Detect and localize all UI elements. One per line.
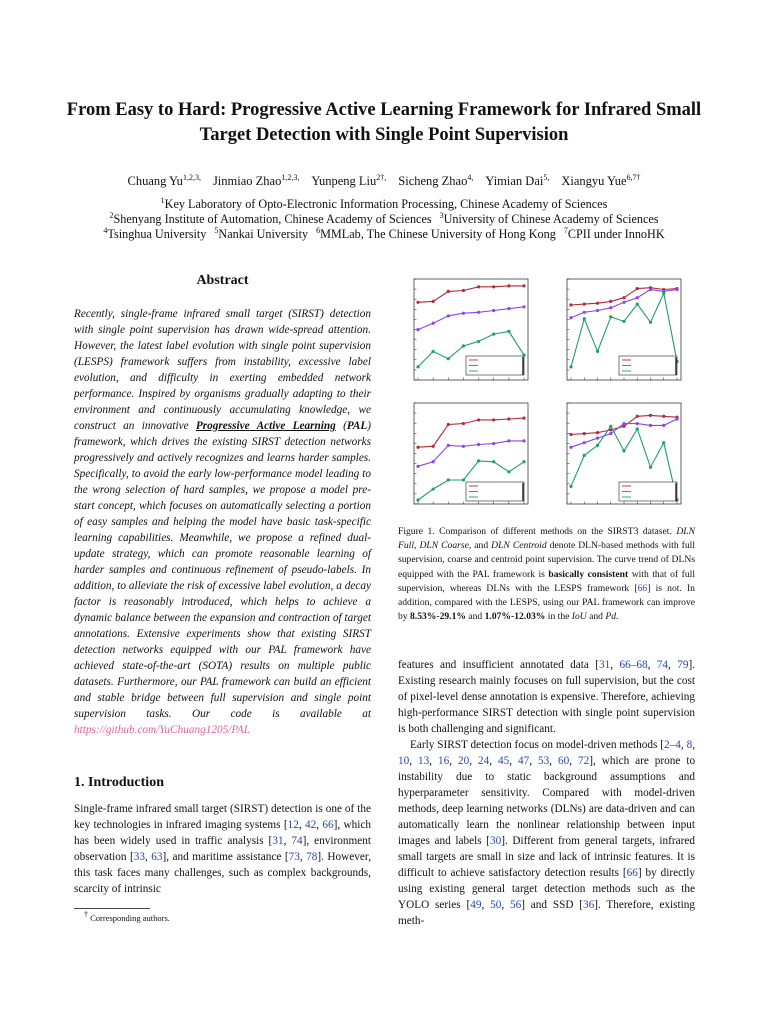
- citation-link[interactable]: 66: [322, 819, 334, 831]
- data-point: [596, 302, 599, 305]
- title-line-1: From Easy to Hard: Progressive Active Learning Framework for Infrared Small: [66, 100, 702, 120]
- data-point: [622, 296, 625, 299]
- citation-link[interactable]: 66–68: [619, 659, 648, 671]
- code-link[interactable]: https://github.com/YuChuang1205/PAL: [74, 724, 250, 736]
- citation-link[interactable]: 20: [458, 755, 470, 767]
- data-point: [462, 344, 465, 347]
- citation-link[interactable]: 49: [470, 899, 482, 911]
- data-point: [447, 478, 450, 481]
- data-point: [522, 417, 525, 420]
- data-point: [462, 478, 465, 481]
- citation-link[interactable]: 63: [151, 851, 163, 863]
- data-point: [609, 306, 612, 309]
- abstract-body: Recently, single-frame infrared small target (SIRST) detection with single point supervision has drawn wide-spread attention. However, the latest label evolution with single point supervision (LESPS) framework suffers from instability, excessive label evolution, and difficulty in exerting embedded network performance. Inspired by organisms gradually adapting to their environment and continuously accumulating knowledge, we construct an innovative Progressive Active Learning (PAL) framework, which drives the existing SIRST detection networks progressively and actively recognizes and learns harder samples. Specifically, to avoid the early low-performance model leading to the wrong selection of hard samples, we propose a model pre-start concept, which focuses on automatically selecting a portion of easy samples and helping the model have basic task-specific learning capabilities. Meanwhile, we propose a refined dual-update strategy, which can promote reasonable learning of harder samples and continuous refinement of pseudo-labels. In addition, to alleviate the risk of excessive label evolution, a decay factor is reasonably introduced, which helps to achieve a dynamic balance between the expansion and contraction of target annotations. Extensive experiments show that existing SIRST detection networks equipped with our PAL framework have achieved state-of-the-art (SOTA) results on multiple public datasets. Furthermore, our PAL framework can build an efficient and stable bridge between full supervision and single point supervision tasks. Our code is available at https://github.com/YuChuang1205/PAL: [74, 308, 371, 736]
- citation-link[interactable]: 56: [509, 899, 522, 911]
- citation-link[interactable]: 72: [578, 755, 590, 767]
- data-point: [636, 427, 639, 430]
- affiliation: $^6$MMLab, The Chinese University of Hong Kong: [316, 226, 556, 242]
- data-point: [492, 418, 495, 421]
- data-point: [675, 417, 678, 420]
- data-point: [462, 289, 465, 292]
- citation-link[interactable]: 53: [538, 755, 550, 767]
- data-point: [492, 460, 495, 463]
- author-affiliation-mark: 5,: [543, 173, 550, 182]
- data-point: [636, 415, 639, 418]
- data-point: [569, 365, 572, 368]
- affiliation-line-3: [40, 226, 728, 242]
- citation-link[interactable]: 13: [418, 755, 430, 767]
- data-point: [649, 424, 652, 427]
- data-point: [636, 422, 639, 425]
- data-point: [477, 443, 480, 446]
- affiliation: $^1$Key Laboratory of Opto-Electronic Information Processing, Chinese Academy of Sciences: [160, 196, 608, 212]
- data-point: [583, 303, 586, 306]
- citation-link[interactable]: 12: [287, 819, 299, 831]
- figure-1-caption: Figure 1. Comparison of different methods on the SIRST3 dataset. DLN Full, DLN Coarse, and DLN Centroid denote DLN-based methods with full supervision, coarse and centroid point supervision. The curve trend of DLNs equipped with the PAL framework is basically consistent with that of full supervision, whereas DLNs with the LESPS framework [66] is not. In addition, compared with the LESPS, using our PAL framework can improve by 8.53%-29.1% and 1.07%-12.03% in the IoU and Pd.: [398, 526, 695, 623]
- data-point: [609, 315, 612, 318]
- citation-link[interactable]: 45: [498, 755, 510, 767]
- data-point: [432, 322, 435, 325]
- affiliation: $^3$University of Chinese Academy of Sciences: [439, 211, 659, 227]
- figure-1-chart-b: [563, 276, 687, 384]
- footnote: [84, 910, 170, 923]
- data-point: [507, 439, 510, 442]
- data-point: [569, 316, 572, 319]
- data-point: [609, 432, 612, 435]
- author-affiliation-mark: 1,2,3,: [182, 173, 201, 182]
- data-point: [596, 350, 599, 353]
- data-point: [447, 314, 450, 317]
- data-point: [596, 431, 599, 434]
- data-point: [432, 445, 435, 448]
- affiliation-line-2: [40, 211, 728, 227]
- citation-link[interactable]: 74: [656, 659, 669, 671]
- author-affiliation-mark: 6,7†: [626, 173, 641, 182]
- paragraph-1: features and insufficient annotated data [31, 66–68, 74, 79]. Existing research mainly focuses on full supervision, but the cost of pixel-level dense annotation is expensive. Therefore, achieving high-performance SIRST detection with single point supervision is both challenging and significant.: [398, 659, 696, 735]
- citation-link[interactable]: 24: [478, 755, 490, 767]
- title-line-2: Target Detection with Single Point Supervision: [199, 125, 569, 145]
- data-point: [569, 303, 572, 306]
- data-point: [596, 309, 599, 312]
- footnote-rule: [74, 908, 150, 909]
- data-point: [649, 321, 652, 324]
- data-point: [477, 285, 480, 288]
- author-list: [40, 173, 728, 189]
- footnote-mark: †: [84, 910, 88, 919]
- affiliation: $^2$Shenyang Institute of Automation, Chinese Academy of Sciences: [109, 211, 432, 227]
- citation-link[interactable]: 60: [558, 755, 570, 767]
- data-point: [622, 425, 625, 428]
- pal-full-name: Progressive Active Learning: [195, 420, 336, 432]
- data-point: [609, 300, 612, 303]
- data-point: [507, 284, 510, 287]
- paper-title: [40, 98, 728, 148]
- citation-link[interactable]: 30: [489, 835, 502, 847]
- citation-link[interactable]: 42: [305, 819, 317, 831]
- data-point: [447, 357, 450, 360]
- data-point: [662, 441, 665, 444]
- series-line-red: [418, 418, 524, 447]
- data-point: [583, 317, 586, 320]
- citation-link[interactable]: 33: [133, 851, 145, 863]
- data-point: [522, 305, 525, 308]
- data-point: [416, 328, 419, 331]
- data-point: [522, 284, 525, 287]
- data-point: [477, 459, 480, 462]
- data-point: [522, 460, 525, 463]
- abstract-heading: Abstract: [196, 273, 249, 288]
- data-point: [462, 445, 465, 448]
- author-affiliation-mark: 4,: [467, 173, 474, 182]
- data-point: [507, 417, 510, 420]
- author-affiliation-mark: 2†,: [376, 173, 387, 182]
- figure-1-chart-c: [410, 400, 534, 508]
- data-point: [522, 439, 525, 442]
- data-point: [583, 311, 586, 314]
- data-point: [622, 320, 625, 323]
- figure-1-chart-a: [410, 276, 534, 384]
- citation-link[interactable]: 31: [272, 835, 284, 847]
- data-point: [447, 444, 450, 447]
- data-point: [662, 424, 665, 427]
- data-point: [662, 292, 665, 295]
- data-point: [507, 307, 510, 310]
- data-point: [662, 415, 665, 418]
- data-point: [569, 446, 572, 449]
- author-name: Chuang $Yu^{1,2,3,}$: [127, 173, 201, 189]
- data-point: [649, 288, 652, 291]
- data-point: [569, 433, 572, 436]
- data-point: [432, 300, 435, 303]
- data-point: [636, 296, 639, 299]
- data-point: [622, 449, 625, 452]
- abstract-text-1: Recently, single-frame infrared small target (SIRST) detection with single point supervision has drawn wide-spread attention. However, the latest label evolution with single point supervision (LESPS) framework suffers from instability, excessive label evolution, and difficulty in exerting embedded network performance. Inspired by organisms gradually adapting to their environment and continuously accumulating knowledge, we construct an innovative: [74, 308, 371, 432]
- citation-link[interactable]: 79: [677, 659, 689, 671]
- data-point: [432, 487, 435, 490]
- data-point: [622, 301, 625, 304]
- data-point: [507, 470, 510, 473]
- author-affiliation-mark: 1,2,3,: [281, 173, 300, 182]
- citation-link[interactable]: 74: [291, 835, 303, 847]
- data-point: [569, 485, 572, 488]
- data-point: [477, 311, 480, 314]
- data-point: [477, 418, 480, 421]
- data-point: [649, 414, 652, 417]
- data-point: [507, 330, 510, 333]
- data-point: [636, 287, 639, 290]
- data-point: [622, 422, 625, 425]
- data-point: [432, 460, 435, 463]
- author-name: Xiangyu Yue$^{6,7\dagger}$: [561, 173, 641, 189]
- data-point: [416, 365, 419, 368]
- citation-link[interactable]: 2–4: [664, 739, 681, 751]
- introduction-text: Single-frame infrared small target (SIRST) detection is one of the key technologies in infrared imaging systems [12, 42, 66], which has been widely used in traffic analysis [31, 74], environment observation [33, 63], and maritime assistance [73, 78]. However, this task faces many challenges, such as complex backgrounds, scarcity of intrinsic: [74, 803, 372, 895]
- author-name: Yimian Dai$^{5,}$: [485, 173, 550, 189]
- data-point: [492, 285, 495, 288]
- data-point: [492, 309, 495, 312]
- data-point: [583, 454, 586, 457]
- figure-1-chart-d: [563, 400, 687, 508]
- citation-link[interactable]: 47: [518, 755, 530, 767]
- right-column-text: [398, 657, 695, 929]
- pal-abbr: PAL: [346, 420, 368, 432]
- affiliation: $^5$Nankai University: [214, 226, 309, 242]
- affiliation-line-1: [40, 196, 728, 212]
- citation-link[interactable]: 8: [686, 739, 693, 751]
- data-point: [416, 465, 419, 468]
- citation-link[interactable]: 31: [599, 659, 611, 671]
- paragraph-2: Early SIRST detection focus on model-driven methods [2–4, 8, 10, 13, 16, 20, 24, 45, 47, 53, 60, 72], which are prone to instability due to static background assumptions and hyperparameter sensitivity. Compared with model-driven methods, deep learning networks (DLNs) are data-driven and can automatically learn the nonlinear relationship between input images and labels [30]. Different from general targets, infrared small targets are small in size and lack of intrinsic features. It is difficult to achieve satisfactory detection results [66] by directly using existing general target detection methods such as the YOLO series [49, 50, 56] and SSD [36]. Therefore, existing meth-: [398, 739, 696, 927]
- affiliation: $^7$CPII under InnoHK: [563, 226, 665, 242]
- author-name: Yunpeng Liu$^{2\dagger,}$: [311, 173, 387, 189]
- data-point: [675, 288, 678, 291]
- data-point: [492, 333, 495, 336]
- data-point: [416, 301, 419, 304]
- data-point: [462, 422, 465, 425]
- data-point: [416, 498, 419, 501]
- abstract-text-2: framework, which drives the existing SIRST detection networks progressively and actively recognizes and learns harder samples. Specifically, to avoid the early low-performance model leading to the wrong selection of hard samples, we propose a model pre-start concept, which focuses on automatically selecting a portion of easy samples and helping the model have basic task-specific learning capabilities. Meanwhile, we propose a refined dual-update strategy, which can promote reasonable learning of harder samples and continuous refinement of pseudo-labels. In addition, to alleviate the risk of excessive label evolution, a decay factor is reasonably introduced, which helps to achieve a dynamic balance between the expansion and contraction of target annotations. Extensive experiments show that existing SIRST detection networks equipped with our PAL framework have achieved state-of-the-art (SOTA) results on multiple public datasets. Furthermore, our PAL framework can build an efficient and stable bridge between full supervision and single point supervision tasks. Our code is available at: [74, 436, 371, 720]
- series-line-red: [418, 286, 524, 302]
- series-line-purple: [418, 307, 524, 330]
- author-name: Jinmiao Zhao$^{1,2,3,}$: [212, 173, 300, 189]
- citation-link[interactable]: 66: [637, 582, 648, 594]
- citation-link[interactable]: 50: [490, 899, 502, 911]
- section-heading-introduction: 1. Introduction: [74, 775, 164, 790]
- author-name: Sicheng Zhao$^{4,}$: [398, 173, 474, 189]
- affiliation: $^4$Tsinghua University: [103, 226, 207, 242]
- data-point: [636, 303, 639, 306]
- data-point: [492, 442, 495, 445]
- data-point: [477, 340, 480, 343]
- data-point: [649, 466, 652, 469]
- data-point: [462, 312, 465, 315]
- data-point: [447, 423, 450, 426]
- data-point: [432, 350, 435, 353]
- data-point: [609, 425, 612, 428]
- data-point: [583, 432, 586, 435]
- citation-link[interactable]: 66: [626, 867, 638, 879]
- footnote-text: Corresponding authors.: [90, 912, 170, 923]
- data-point: [583, 441, 586, 444]
- citation-link[interactable]: 16: [438, 755, 450, 767]
- data-point: [596, 444, 599, 447]
- data-point: [596, 437, 599, 440]
- citation-link[interactable]: 73: [288, 851, 300, 863]
- citation-link[interactable]: 10: [398, 755, 410, 767]
- data-point: [447, 290, 450, 293]
- citation-link[interactable]: 36: [583, 899, 595, 911]
- citation-link[interactable]: 78: [306, 851, 318, 863]
- data-point: [416, 446, 419, 449]
